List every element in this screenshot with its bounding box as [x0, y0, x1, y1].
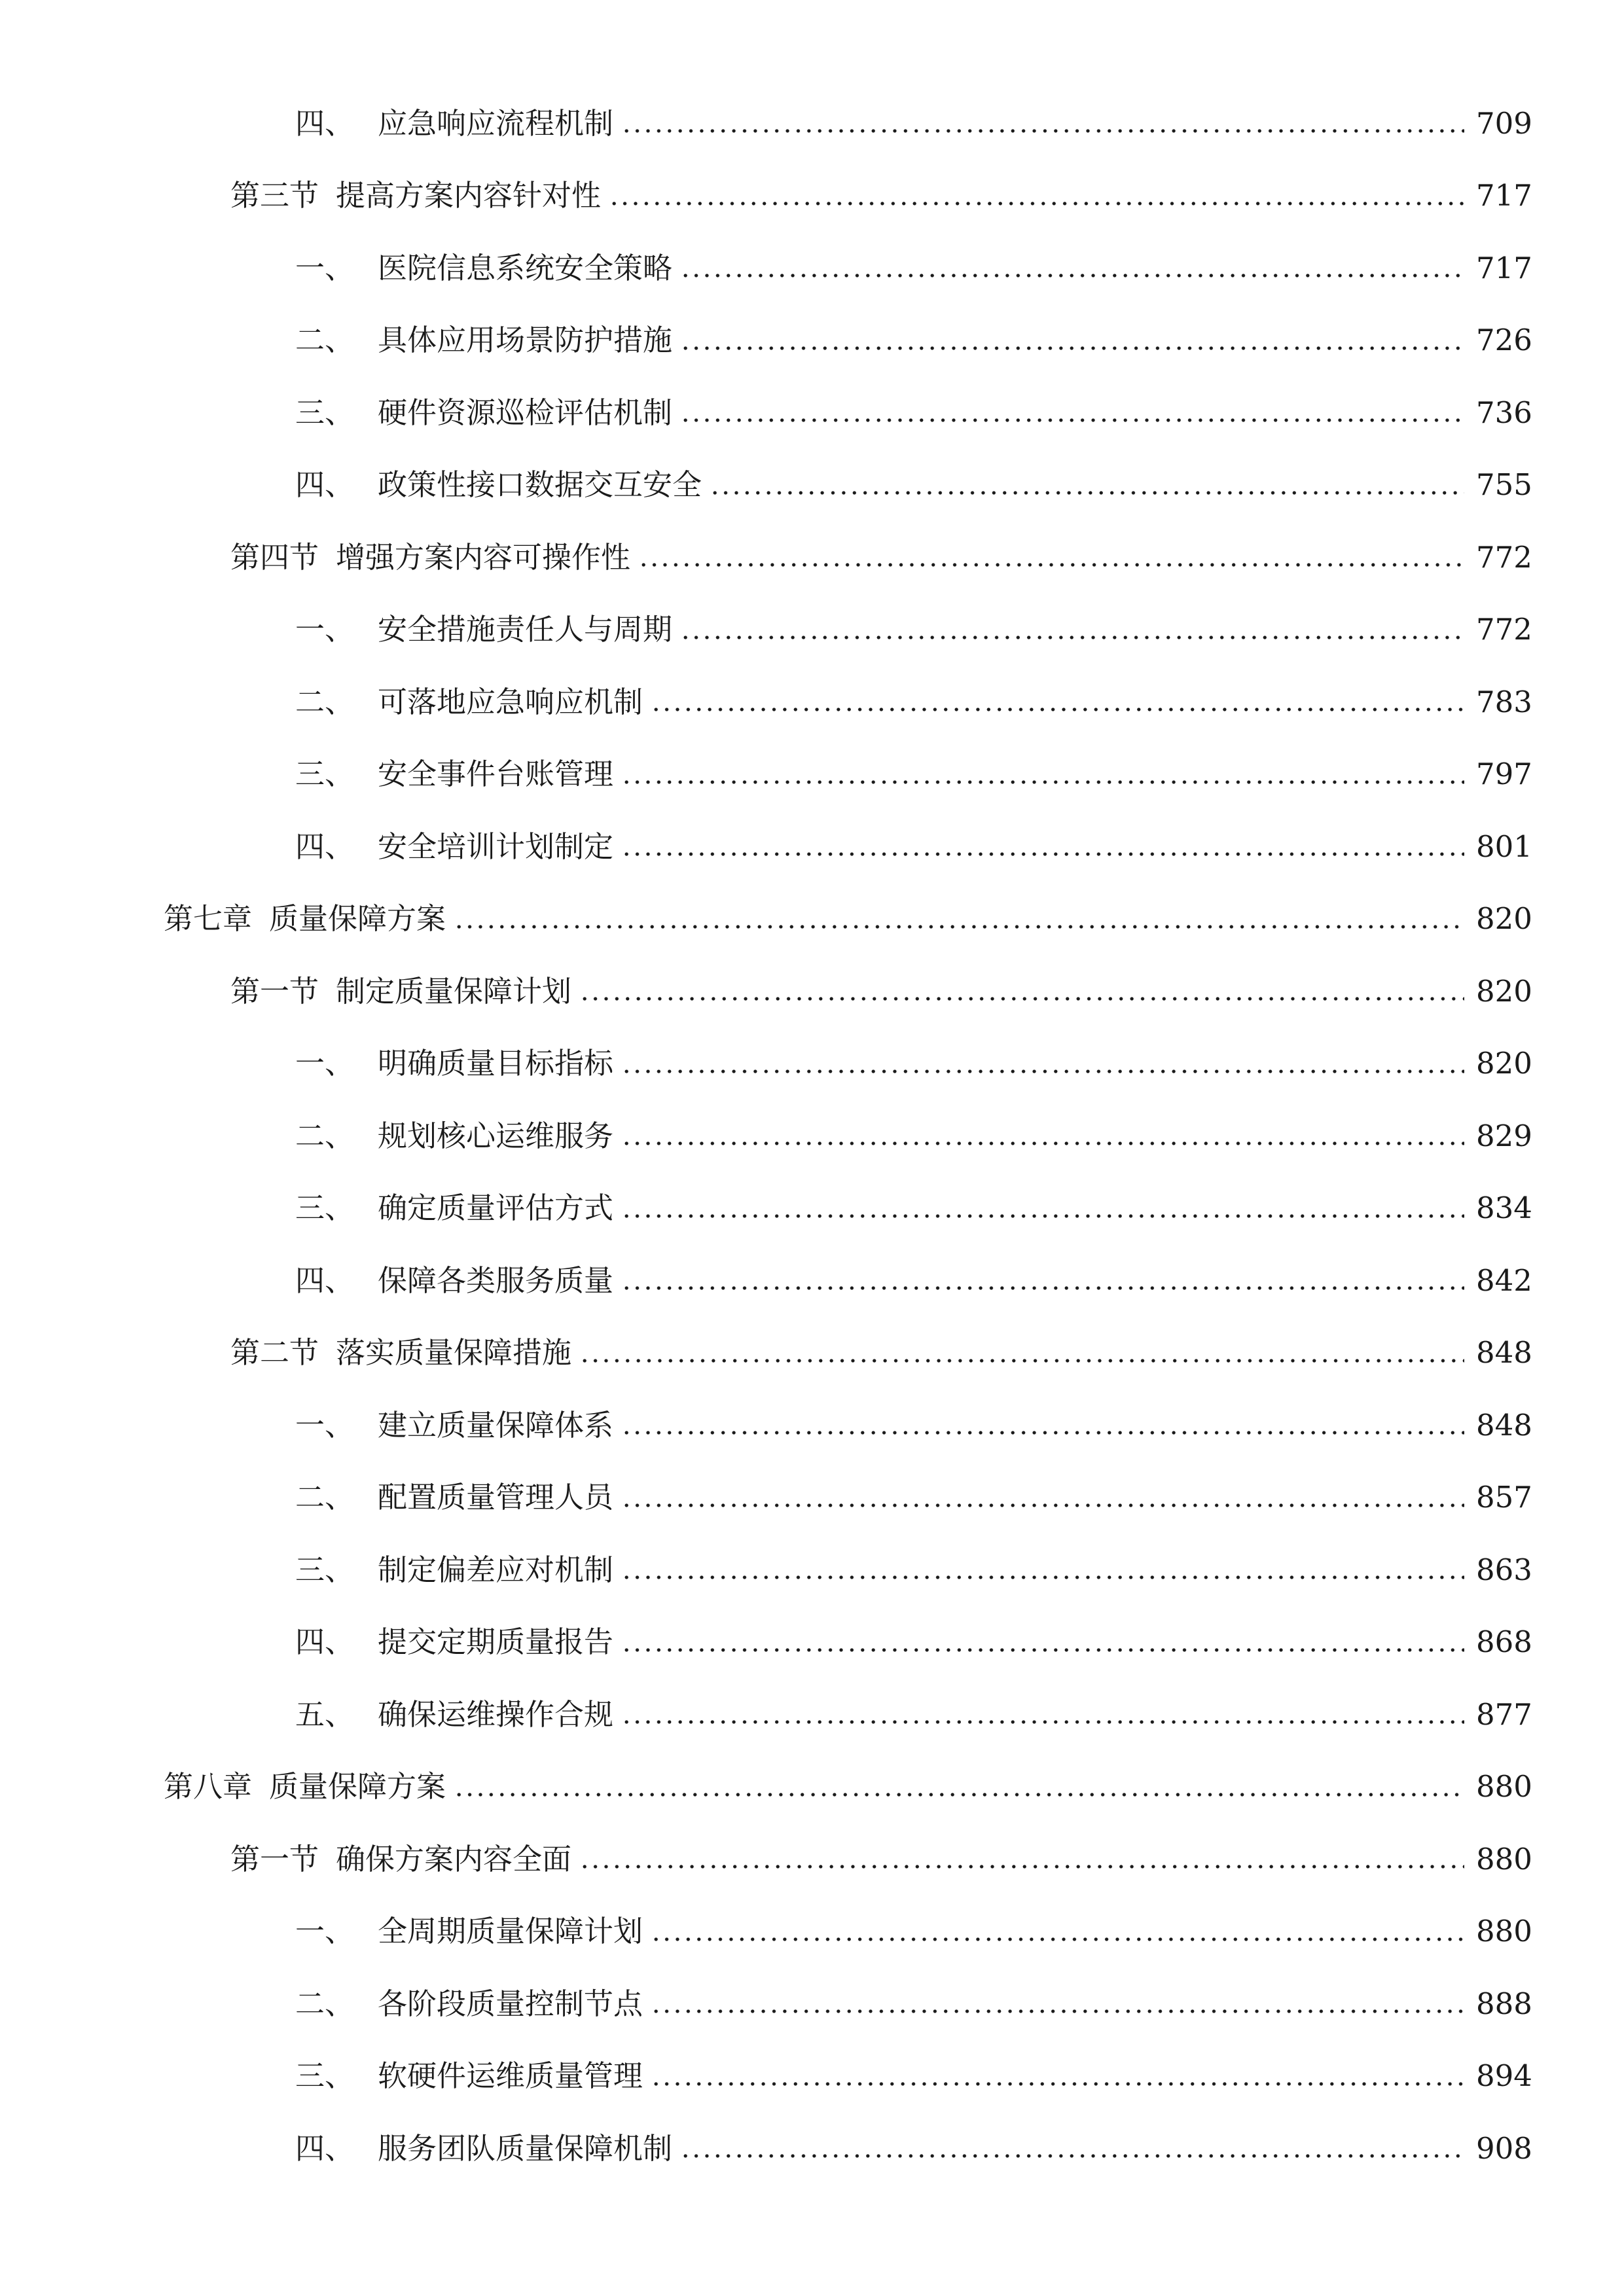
- dot-leader: [651, 2081, 1464, 2087]
- toc-entry-title: 明确质量目标指标: [378, 1046, 614, 1081]
- toc-entry-page-number: 880: [1476, 1914, 1532, 1949]
- toc-entry-number: 二、: [295, 1480, 355, 1515]
- toc-entry-number: 二、: [295, 684, 355, 719]
- toc-entry-title: 提高方案内容针对性: [336, 178, 602, 213]
- dot-leader: [651, 1936, 1464, 1943]
- toc-entry-page-number: 848: [1476, 1335, 1532, 1371]
- dot-leader: [579, 996, 1464, 1002]
- toc-entry-number: 三、: [295, 2058, 355, 2094]
- toc-entry[interactable]: [0, 2040, 1624, 2113]
- dot-leader: [621, 1719, 1464, 1725]
- dot-leader: [621, 1068, 1464, 1075]
- toc-entry-page-number: 717: [1476, 250, 1532, 285]
- toc-entry-page-number: 857: [1476, 1480, 1532, 1515]
- toc-entry-page-number: 755: [1476, 467, 1532, 503]
- toc-entry-title: 建立质量保障体系: [378, 1407, 614, 1443]
- toc-entry[interactable]: [0, 376, 1624, 449]
- toc-entry-number: 三、: [295, 395, 355, 430]
- toc-entry-title: 硬件资源巡检评估机制: [378, 395, 673, 430]
- toc-entry[interactable]: [0, 449, 1624, 522]
- toc-entry-page-number: 726: [1476, 323, 1532, 358]
- toc-entry-number: 四、: [295, 829, 355, 864]
- toc-entry[interactable]: [0, 1100, 1624, 1172]
- toc-entry-number: 第七章: [164, 901, 253, 937]
- toc-entry-page-number: 783: [1476, 684, 1532, 719]
- toc-entry-title: 保障各类服务质量: [378, 1263, 614, 1298]
- table-of-contents: [0, 87, 1624, 2185]
- dot-leader: [638, 562, 1464, 568]
- toc-entry-page-number: 772: [1476, 539, 1532, 575]
- toc-entry-page-number: 868: [1476, 1624, 1532, 1660]
- dot-leader: [680, 634, 1464, 641]
- toc-entry[interactable]: [0, 666, 1624, 738]
- dot-leader: [680, 2153, 1464, 2159]
- toc-entry-title: 增强方案内容可操作性: [336, 539, 631, 575]
- toc-entry-page-number: 820: [1476, 1046, 1532, 1081]
- toc-entry-number: 四、: [295, 1263, 355, 1298]
- toc-entry-number: 三、: [295, 1552, 355, 1587]
- toc-entry-number: 二、: [295, 1986, 355, 2021]
- toc-entry-page-number: 848: [1476, 1407, 1532, 1443]
- toc-entry-number: 五、: [295, 1696, 355, 1732]
- toc-entry-number: 第三节: [230, 178, 319, 213]
- toc-entry-title: 质量保障方案: [269, 1769, 446, 1804]
- toc-entry[interactable]: [0, 1823, 1624, 1895]
- toc-entry-number: 第一节: [230, 1841, 319, 1876]
- toc-entry-title: 全周期质量保障计划: [378, 1914, 643, 1949]
- toc-entry[interactable]: [0, 1967, 1624, 2040]
- dot-leader: [621, 1285, 1464, 1291]
- toc-entry[interactable]: [0, 1462, 1624, 1534]
- toc-entry-number: 二、: [295, 1118, 355, 1153]
- toc-entry-number: 一、: [295, 250, 355, 285]
- dot-leader: [579, 1863, 1464, 1870]
- toc-entry-number: 二、: [295, 323, 355, 358]
- toc-entry-number: 第二节: [230, 1335, 319, 1371]
- toc-entry-page-number: 829: [1476, 1118, 1532, 1153]
- toc-entry-title: 政策性接口数据交互安全: [378, 467, 702, 503]
- dot-leader: [621, 1647, 1464, 1653]
- dot-leader: [621, 779, 1464, 785]
- toc-entry-page-number: 820: [1476, 973, 1532, 1009]
- toc-entry-title: 提交定期质量报告: [378, 1624, 614, 1660]
- toc-entry-page-number: 888: [1476, 1986, 1532, 2021]
- dot-leader: [579, 1357, 1464, 1364]
- toc-entry-number: 第四节: [230, 539, 319, 575]
- toc-entry-title: 各阶段质量控制节点: [378, 1986, 643, 2021]
- toc-entry-number: 一、: [295, 612, 355, 647]
- toc-entry[interactable]: [0, 810, 1624, 883]
- toc-entry[interactable]: [0, 594, 1624, 666]
- dot-leader: [621, 1574, 1464, 1581]
- toc-entry-page-number: 908: [1476, 2130, 1532, 2166]
- toc-entry-title: 安全事件台账管理: [378, 757, 614, 792]
- toc-entry-number: 三、: [295, 757, 355, 792]
- toc-entry-title: 可落地应急响应机制: [378, 684, 643, 719]
- toc-entry-number: 四、: [295, 2130, 355, 2166]
- toc-entry[interactable]: [0, 1028, 1624, 1100]
- toc-entry-title: 安全措施责任人与周期: [378, 612, 673, 647]
- dot-leader: [621, 851, 1464, 857]
- toc-entry-page-number: 880: [1476, 1841, 1532, 1876]
- toc-entry[interactable]: [0, 1172, 1624, 1245]
- toc-entry-title: 质量保障方案: [269, 901, 446, 937]
- dot-leader: [680, 272, 1464, 279]
- toc-entry-title: 配置质量管理人员: [378, 1480, 614, 1515]
- toc-entry-title: 制定质量保障计划: [336, 973, 572, 1009]
- toc-entry-title: 确保方案内容全面: [336, 1841, 572, 1876]
- toc-entry[interactable]: [0, 304, 1624, 377]
- toc-entry[interactable]: [0, 883, 1624, 956]
- toc-entry-number: 三、: [295, 1191, 355, 1226]
- toc-entry-page-number: 709: [1476, 105, 1532, 141]
- dot-leader: [609, 200, 1464, 207]
- dot-leader: [710, 490, 1464, 496]
- toc-entry[interactable]: [0, 1317, 1624, 1390]
- toc-entry-number: 第八章: [164, 1769, 253, 1804]
- toc-entry-title: 安全培训计划制定: [378, 829, 614, 864]
- toc-entry-title: 软硬件运维质量管理: [378, 2058, 643, 2094]
- toc-entry-page-number: 880: [1476, 1769, 1532, 1804]
- toc-entry-page-number: 797: [1476, 757, 1532, 792]
- toc-entry[interactable]: [0, 1606, 1624, 1679]
- toc-entry[interactable]: [0, 1389, 1624, 1462]
- toc-entry[interactable]: [0, 232, 1624, 304]
- toc-entry-number: 四、: [295, 1624, 355, 1660]
- toc-entry-page-number: 717: [1476, 178, 1532, 213]
- toc-entry-number: 第一节: [230, 973, 319, 1009]
- toc-entry-page-number: 772: [1476, 612, 1532, 647]
- toc-entry-page-number: 820: [1476, 901, 1532, 937]
- toc-entry[interactable]: [0, 2112, 1624, 2185]
- toc-entry-title: 确定质量评估方式: [378, 1191, 614, 1226]
- dot-leader: [621, 1213, 1464, 1219]
- dot-leader: [651, 2008, 1464, 2015]
- toc-entry[interactable]: [0, 1534, 1624, 1606]
- toc-entry-page-number: 736: [1476, 395, 1532, 430]
- toc-entry-page-number: 877: [1476, 1696, 1532, 1732]
- toc-entry-title: 落实质量保障措施: [336, 1335, 572, 1371]
- dot-leader: [621, 1502, 1464, 1509]
- toc-entry-title: 应急响应流程机制: [378, 105, 614, 141]
- toc-entry-page-number: 801: [1476, 829, 1532, 864]
- toc-entry-title: 制定偏差应对机制: [378, 1552, 614, 1587]
- toc-entry-page-number: 894: [1476, 2058, 1532, 2094]
- dot-leader: [621, 1140, 1464, 1147]
- toc-entry-number: 一、: [295, 1407, 355, 1443]
- toc-entry[interactable]: [0, 1751, 1624, 1823]
- toc-entry[interactable]: [0, 955, 1624, 1028]
- toc-entry-title: 确保运维操作合规: [378, 1696, 614, 1732]
- toc-entry[interactable]: [0, 1244, 1624, 1317]
- toc-entry[interactable]: [0, 160, 1624, 232]
- dot-leader: [680, 417, 1464, 423]
- toc-entry-title: 具体应用场景防护措施: [378, 323, 673, 358]
- dot-leader: [621, 1429, 1464, 1436]
- toc-entry-page-number: 842: [1476, 1263, 1532, 1298]
- dot-leader: [454, 924, 1464, 930]
- toc-entry[interactable]: [0, 1678, 1624, 1751]
- toc-entry-title: 服务团队质量保障机制: [378, 2130, 673, 2166]
- toc-entry-number: 四、: [295, 467, 355, 503]
- toc-entry-page-number: 834: [1476, 1191, 1532, 1226]
- dot-leader: [651, 706, 1464, 713]
- toc-entry[interactable]: [0, 738, 1624, 811]
- dot-leader: [454, 1791, 1464, 1798]
- toc-entry-page-number: 863: [1476, 1552, 1532, 1587]
- toc-entry-number: 四、: [295, 105, 355, 141]
- toc-entry[interactable]: [0, 1895, 1624, 1968]
- dot-leader: [621, 128, 1464, 134]
- toc-entry-title: 医院信息系统安全策略: [378, 250, 673, 285]
- toc-entry[interactable]: [0, 87, 1624, 160]
- toc-entry-number: 一、: [295, 1914, 355, 1949]
- toc-entry-title: 规划核心运维服务: [378, 1118, 614, 1153]
- toc-entry-number: 一、: [295, 1046, 355, 1081]
- toc-entry[interactable]: [0, 521, 1624, 594]
- dot-leader: [680, 345, 1464, 351]
